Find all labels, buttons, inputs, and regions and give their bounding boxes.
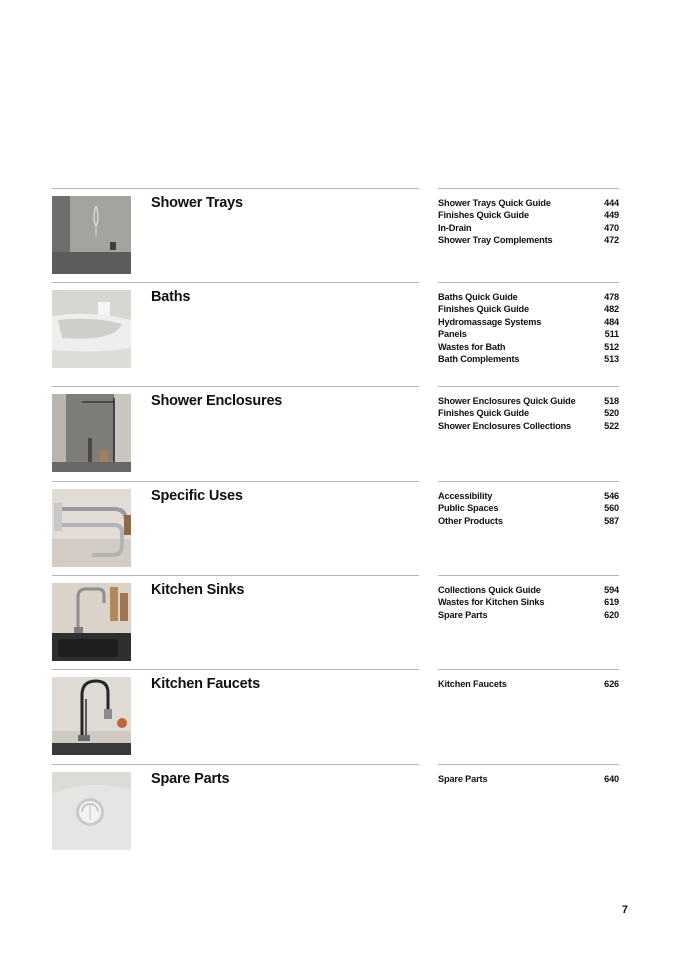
toc-entry-label: Finishes Quick Guide xyxy=(438,304,529,315)
divider xyxy=(52,575,419,576)
toc-entry[interactable] xyxy=(438,584,619,596)
section-title: Specific Uses xyxy=(151,488,243,504)
toc-entry-page: 520 xyxy=(604,408,619,419)
toc-list xyxy=(438,291,619,365)
toc-entry-page: 619 xyxy=(604,597,619,608)
section-shower-enclosures xyxy=(52,386,619,476)
section-title: Kitchen Sinks xyxy=(151,582,245,598)
toc-list xyxy=(438,773,619,785)
section-kitchen-sinks xyxy=(52,575,619,665)
kitchen-sink-photo xyxy=(52,583,131,661)
toc-list xyxy=(438,395,619,432)
toc-entry-page: 478 xyxy=(604,292,619,302)
divider xyxy=(52,764,419,765)
toc-entry-label: Finishes Quick Guide xyxy=(438,408,529,419)
divider xyxy=(438,575,619,576)
divider xyxy=(52,669,419,670)
divider xyxy=(52,282,419,283)
divider xyxy=(52,481,419,482)
shower-tray-photo xyxy=(52,196,131,274)
toc-entry[interactable] xyxy=(438,515,619,527)
toc-entry-label: Public Spaces xyxy=(438,503,499,514)
toc-entry[interactable] xyxy=(438,209,619,221)
toc-entry-label: Collections Quick Guide xyxy=(438,585,541,595)
toc-entry[interactable] xyxy=(438,234,619,246)
toc-entry-page: 512 xyxy=(604,341,619,352)
toc-entry[interactable] xyxy=(438,420,619,432)
toc-entry-label: Shower Trays Quick Guide xyxy=(438,198,551,208)
toc-entry-label: Spare Parts xyxy=(438,774,488,784)
toc-entry-label: Shower Tray Complements xyxy=(438,235,553,246)
toc-entry-page: 640 xyxy=(604,774,619,784)
section-title: Baths xyxy=(151,289,191,305)
section-baths xyxy=(52,282,619,372)
toc-entry-label: In-Drain xyxy=(438,222,472,233)
toc-entry-label: Bath Complements xyxy=(438,354,520,365)
toc-entry[interactable] xyxy=(438,490,619,502)
toc-entry[interactable] xyxy=(438,407,619,419)
section-kitchen-faucets xyxy=(52,669,619,759)
toc-entry[interactable] xyxy=(438,291,619,303)
toc-entry[interactable] xyxy=(438,222,619,234)
toc-entry-page: 620 xyxy=(604,609,619,620)
toc-entry[interactable] xyxy=(438,678,619,690)
toc-entry-page: 444 xyxy=(604,198,619,208)
section-shower-trays xyxy=(52,188,619,278)
toc-entry-page: 626 xyxy=(604,679,619,689)
section-title: Spare Parts xyxy=(151,771,230,787)
section-title: Shower Trays xyxy=(151,195,243,211)
toc-entry[interactable] xyxy=(438,502,619,514)
toc-entry-page: 518 xyxy=(604,396,619,406)
toc-entry-page: 522 xyxy=(604,420,619,431)
toc-list xyxy=(438,584,619,621)
toc-entry-label: Other Products xyxy=(438,515,503,526)
bath-photo xyxy=(52,290,131,368)
toc-list xyxy=(438,197,619,247)
toc-entry[interactable] xyxy=(438,328,619,340)
toc-entry-label: Hydromassage Systems xyxy=(438,316,542,327)
toc-entry-label: Kitchen Faucets xyxy=(438,679,507,689)
toc-entry-label: Shower Enclosures Collections xyxy=(438,420,571,431)
section-spare-parts xyxy=(52,764,619,854)
divider xyxy=(52,188,419,189)
divider xyxy=(438,669,619,670)
toc-entry-page: 587 xyxy=(604,515,619,526)
toc-entry-page: 560 xyxy=(604,503,619,514)
toc-entry-page: 484 xyxy=(604,316,619,327)
toc-entry-page: 513 xyxy=(604,354,619,365)
toc-entry-page: 482 xyxy=(604,304,619,315)
toc-entry-label: Accessibility xyxy=(438,491,493,501)
toc-entry-label: Wastes for Kitchen Sinks xyxy=(438,597,545,608)
grab-bar-photo xyxy=(52,489,131,567)
flush-button-photo xyxy=(52,772,131,850)
section-title: Shower Enclosures xyxy=(151,393,283,409)
toc-entry-label: Finishes Quick Guide xyxy=(438,210,529,221)
toc-entry-page: 511 xyxy=(604,329,619,340)
toc-entry[interactable] xyxy=(438,609,619,621)
toc-entry-label: Spare Parts xyxy=(438,609,488,620)
toc-entry[interactable] xyxy=(438,197,619,209)
toc-entry-page: 546 xyxy=(604,491,619,501)
toc-entry-page: 472 xyxy=(604,235,619,246)
divider xyxy=(438,386,619,387)
toc-entry[interactable] xyxy=(438,773,619,785)
toc-entry-label: Shower Enclosures Quick Guide xyxy=(438,396,576,406)
toc-list xyxy=(438,490,619,527)
toc-entry-page: 594 xyxy=(604,585,619,595)
page-number: 7 xyxy=(621,904,628,916)
toc-entry-label: Panels xyxy=(438,329,467,340)
shower-enclosure-photo xyxy=(52,394,131,472)
divider xyxy=(52,386,419,387)
divider xyxy=(438,481,619,482)
toc-entry[interactable] xyxy=(438,596,619,608)
divider xyxy=(438,282,619,283)
divider xyxy=(438,188,619,189)
toc-entry[interactable] xyxy=(438,303,619,315)
toc-entry[interactable] xyxy=(438,353,619,365)
toc-entry[interactable] xyxy=(438,395,619,407)
toc-entry[interactable] xyxy=(438,316,619,328)
section-title: Kitchen Faucets xyxy=(151,676,260,692)
toc-list xyxy=(438,678,619,690)
kitchen-faucet-photo xyxy=(52,677,131,755)
toc-entry-label: Wastes for Bath xyxy=(438,341,506,352)
toc-entry-page: 449 xyxy=(604,210,619,221)
toc-entry-label: Baths Quick Guide xyxy=(438,292,518,302)
section-specific-uses xyxy=(52,481,619,571)
toc-entry-page: 470 xyxy=(604,222,619,233)
toc-entry[interactable] xyxy=(438,341,619,353)
divider xyxy=(438,764,619,765)
